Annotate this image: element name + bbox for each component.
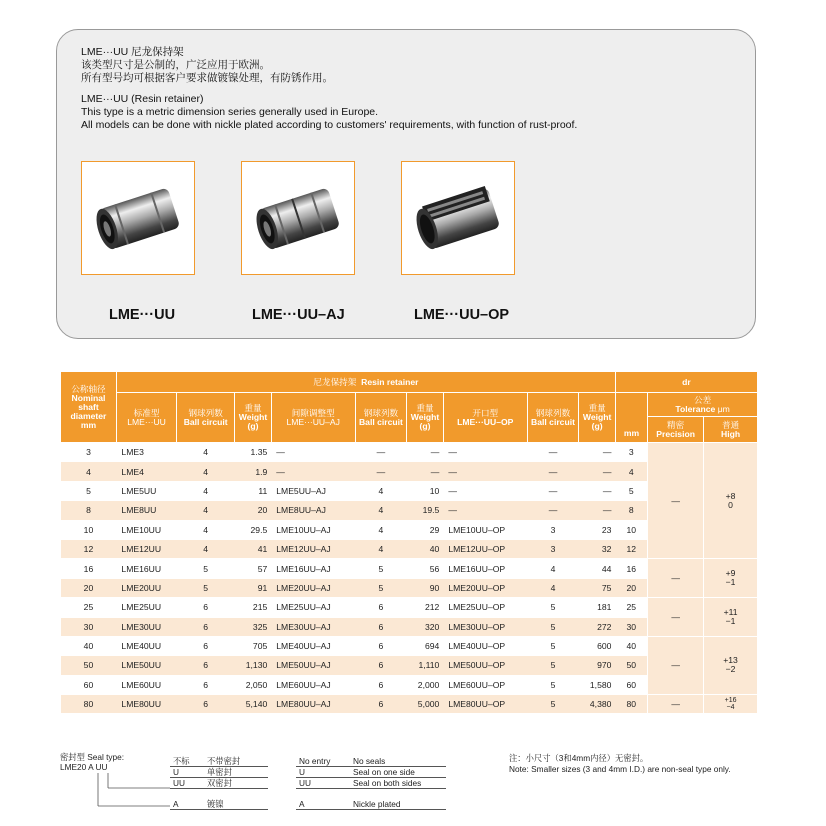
- cell-b2: 6: [355, 656, 407, 675]
- cell-w1: 5,140: [235, 695, 272, 714]
- intro-text: [81, 46, 577, 132]
- cell-high-tolerance: +8 0: [704, 443, 758, 559]
- header-standard-type: 标准型 LME···UU: [116, 393, 176, 443]
- cell-aj: LME16UU–AJ: [271, 559, 355, 578]
- table-row: [61, 636, 758, 655]
- cell-w1: 325: [235, 617, 272, 636]
- seal-type-legend: [60, 752, 460, 822]
- cell-op: —: [443, 443, 527, 462]
- cell-d: 10: [61, 520, 117, 539]
- cell-w1: 57: [235, 559, 272, 578]
- cell-dr: 10: [615, 520, 647, 539]
- cell-b2: —: [355, 443, 407, 462]
- cell-precision: —: [648, 559, 704, 598]
- intro-zh-line2: 所有型号均可根据客户要求做镀镍处理，有防锈作用。: [81, 72, 333, 84]
- intro-en-line1: This type is a metric dimension series generally used in Europe.: [81, 106, 379, 118]
- cell-dr: 4: [615, 462, 647, 481]
- cell-b3: 5: [527, 617, 579, 636]
- cell-b3: 5: [527, 598, 579, 617]
- cell-b3: —: [527, 462, 579, 481]
- cell-w2: 10: [407, 481, 444, 500]
- cell-b2: 5: [355, 578, 407, 597]
- cell-b2: 4: [355, 481, 407, 500]
- header-ball-circuit-1: 钢球列数 Ball circuit: [177, 393, 235, 443]
- cell-b2: 4: [355, 501, 407, 520]
- cell-aj: LME12UU–AJ: [271, 539, 355, 558]
- cell-b3: —: [527, 481, 579, 500]
- cell-w2: 320: [407, 617, 444, 636]
- cell-std: LME8UU: [116, 501, 176, 520]
- cell-b1: 4: [177, 443, 235, 462]
- intro-box: [56, 29, 756, 339]
- cell-op: LME16UU–OP: [443, 559, 527, 578]
- cell-precision: —: [648, 598, 704, 637]
- cell-w1: 11: [235, 481, 272, 500]
- header-dr: dr: [615, 372, 757, 393]
- header-shaft-diameter: 公称轴径 Nominal shaft diameter mm: [61, 372, 117, 443]
- cell-op: LME12UU–OP: [443, 539, 527, 558]
- cell-b2: 6: [355, 695, 407, 714]
- cell-dr: 80: [615, 695, 647, 714]
- intro-en-title: LME···UU (Resin retainer): [81, 93, 204, 105]
- cell-b1: 6: [177, 636, 235, 655]
- cell-w3: 32: [579, 539, 616, 558]
- cell-w1: 2,050: [235, 675, 272, 694]
- cell-w3: —: [579, 501, 616, 520]
- cell-std: LME50UU: [116, 656, 176, 675]
- cell-d: 25: [61, 598, 117, 617]
- model-caption-op: LME···UU–OP: [414, 307, 510, 323]
- cell-std: LME60UU: [116, 675, 176, 694]
- cell-high-tolerance: +9 −1: [704, 559, 758, 598]
- cell-dr: 8: [615, 501, 647, 520]
- model-caption-aj: LME···UU–AJ: [252, 307, 345, 323]
- cell-w3: —: [579, 443, 616, 462]
- seal-table-en: No entry No seals U Seal on one side UU Seal on both sides A Nickle plated: [296, 756, 446, 810]
- cell-d: 8: [61, 501, 117, 520]
- closed-linear-bearing-photo: [81, 161, 195, 275]
- cell-w1: 1.9: [235, 462, 272, 481]
- seal-connector-lines: [60, 752, 180, 822]
- cell-d: 50: [61, 656, 117, 675]
- model-caption-uu: LME···UU: [109, 307, 176, 323]
- cell-b3: 3: [527, 520, 579, 539]
- cell-b2: 6: [355, 675, 407, 694]
- cell-d: 16: [61, 559, 117, 578]
- cell-w2: 5,000: [407, 695, 444, 714]
- intro-zh-line1: 该类型尺寸是公制的，广泛应用于欧洲。: [81, 59, 270, 71]
- cell-w1: 1.35: [235, 443, 272, 462]
- cell-aj: LME8UU–AJ: [271, 501, 355, 520]
- cell-aj: LME5UU–AJ: [271, 481, 355, 500]
- cell-w1: 1,130: [235, 656, 272, 675]
- cell-std: LME80UU: [116, 695, 176, 714]
- cell-w1: 91: [235, 578, 272, 597]
- seal-table-zh: 不标 不带密封 U 单密封 UU 双密封 A 镀镍: [170, 756, 268, 810]
- intro-en-line2: All models can be done with nickle plated according to customers' requirements, with function of rust-proof.: [81, 119, 578, 131]
- cell-d: 12: [61, 539, 117, 558]
- header-tolerance: 公差 Tolerance μm: [648, 393, 758, 417]
- cell-w2: 29: [407, 520, 444, 539]
- seal-example-a: A: [88, 762, 94, 772]
- intro-zh-title: LME···UU 尼龙保持架: [81, 46, 184, 58]
- cell-b2: 5: [355, 559, 407, 578]
- cell-dr: 40: [615, 636, 647, 655]
- header-resin-retainer: 尼龙保持架 Resin retainer: [116, 372, 615, 393]
- cell-high-tolerance: +13 −2: [704, 636, 758, 694]
- cell-w1: 705: [235, 636, 272, 655]
- cell-b3: —: [527, 501, 579, 520]
- cell-op: LME80UU–OP: [443, 695, 527, 714]
- cell-b1: 5: [177, 578, 235, 597]
- cell-b2: —: [355, 462, 407, 481]
- footnote: [509, 753, 731, 775]
- cell-w3: 44: [579, 559, 616, 578]
- cell-op: —: [443, 481, 527, 500]
- cell-b3: 4: [527, 578, 579, 597]
- cell-op: LME20UU–OP: [443, 578, 527, 597]
- header-precision: 精密 Precision: [648, 417, 704, 443]
- cell-b3: 5: [527, 695, 579, 714]
- cell-b1: 6: [177, 617, 235, 636]
- cell-w3: 970: [579, 656, 616, 675]
- cell-b1: 6: [177, 598, 235, 617]
- table-row: [61, 443, 758, 462]
- header-ball-circuit-3: 钢球列数 Ball circuit: [527, 393, 579, 443]
- cell-w2: 40: [407, 539, 444, 558]
- cell-w2: 212: [407, 598, 444, 617]
- seal-type-label: 密封型 Seal type:: [60, 752, 125, 762]
- header-weight-3: 重量 Weight (g): [579, 393, 616, 443]
- table-row: [61, 695, 758, 714]
- cell-precision: —: [648, 443, 704, 559]
- cell-d: 30: [61, 617, 117, 636]
- header-op-type: 开口型 LME···UU–OP: [443, 393, 527, 443]
- cell-dr: 60: [615, 675, 647, 694]
- cell-std: LME30UU: [116, 617, 176, 636]
- cell-std: LME10UU: [116, 520, 176, 539]
- cell-aj: LME10UU–AJ: [271, 520, 355, 539]
- cell-b1: 4: [177, 520, 235, 539]
- header-high: 普通 High: [704, 417, 758, 443]
- cell-b3: 5: [527, 636, 579, 655]
- cell-d: 4: [61, 462, 117, 481]
- cell-d: 3: [61, 443, 117, 462]
- cell-b3: 5: [527, 675, 579, 694]
- cell-aj: LME60UU–AJ: [271, 675, 355, 694]
- cell-aj: LME80UU–AJ: [271, 695, 355, 714]
- cell-std: LME3: [116, 443, 176, 462]
- cell-precision: —: [648, 695, 704, 714]
- cell-b1: 6: [177, 675, 235, 694]
- cell-w2: 90: [407, 578, 444, 597]
- cell-w1: 20: [235, 501, 272, 520]
- cell-w2: 19.5: [407, 501, 444, 520]
- cell-w2: —: [407, 462, 444, 481]
- cell-w1: 41: [235, 539, 272, 558]
- cell-w2: —: [407, 443, 444, 462]
- cell-std: LME5UU: [116, 481, 176, 500]
- cell-aj: LME20UU–AJ: [271, 578, 355, 597]
- cell-w2: 2,000: [407, 675, 444, 694]
- header-ball-circuit-2: 钢球列数 Ball circuit: [355, 393, 407, 443]
- cell-dr: 25: [615, 598, 647, 617]
- cell-w2: 56: [407, 559, 444, 578]
- cell-std: LME12UU: [116, 539, 176, 558]
- cell-b1: 4: [177, 501, 235, 520]
- cell-w1: 29.5: [235, 520, 272, 539]
- cell-op: LME40UU–OP: [443, 636, 527, 655]
- cell-dr: 3: [615, 443, 647, 462]
- cell-b3: 5: [527, 656, 579, 675]
- cell-op: LME50UU–OP: [443, 656, 527, 675]
- cell-w2: 694: [407, 636, 444, 655]
- cell-b2: 6: [355, 617, 407, 636]
- cell-op: —: [443, 462, 527, 481]
- cell-d: 40: [61, 636, 117, 655]
- cell-d: 5: [61, 481, 117, 500]
- cell-d: 80: [61, 695, 117, 714]
- spec-table: [60, 371, 758, 714]
- cell-d: 20: [61, 578, 117, 597]
- table-row: [61, 598, 758, 617]
- cell-b3: 3: [527, 539, 579, 558]
- cell-op: —: [443, 501, 527, 520]
- cell-w3: 23: [579, 520, 616, 539]
- cell-op: LME10UU–OP: [443, 520, 527, 539]
- adjustable-linear-bearing-photo: [241, 161, 355, 275]
- cell-w3: 272: [579, 617, 616, 636]
- cell-aj: LME40UU–AJ: [271, 636, 355, 655]
- header-weight-1: 重量 Weight (g): [235, 393, 272, 443]
- header-weight-2: 重量 Weight (g): [407, 393, 444, 443]
- table-row: [61, 559, 758, 578]
- cell-w3: 181: [579, 598, 616, 617]
- footnote-en: Note: Smaller sizes (3 and 4mm I.D.) are non-seal type only.: [509, 764, 731, 774]
- cell-std: LME25UU: [116, 598, 176, 617]
- cell-b1: 6: [177, 656, 235, 675]
- cell-w3: —: [579, 481, 616, 500]
- cell-op: LME30UU–OP: [443, 617, 527, 636]
- cell-precision: —: [648, 636, 704, 694]
- cell-std: LME16UU: [116, 559, 176, 578]
- seal-example-uu: UU: [95, 762, 108, 772]
- open-linear-bearing-photo: [401, 161, 515, 275]
- cell-b2: 4: [355, 520, 407, 539]
- cell-aj: LME25UU–AJ: [271, 598, 355, 617]
- cell-w3: 75: [579, 578, 616, 597]
- seal-example-code: LME20 A UU: [60, 762, 108, 772]
- cell-b2: 4: [355, 539, 407, 558]
- cell-high-tolerance: +11 −1: [704, 598, 758, 637]
- cell-op: LME25UU–OP: [443, 598, 527, 617]
- cell-b1: 6: [177, 695, 235, 714]
- cell-aj: LME30UU–AJ: [271, 617, 355, 636]
- cell-dr: 12: [615, 539, 647, 558]
- cell-b2: 6: [355, 636, 407, 655]
- header-mm: mm: [615, 393, 647, 443]
- cell-w1: 215: [235, 598, 272, 617]
- cell-b3: —: [527, 443, 579, 462]
- cell-b1: 4: [177, 539, 235, 558]
- cell-w3: 600: [579, 636, 616, 655]
- cell-dr: 50: [615, 656, 647, 675]
- cell-w2: 1,110: [407, 656, 444, 675]
- cell-dr: 30: [615, 617, 647, 636]
- cell-b2: 6: [355, 598, 407, 617]
- cell-dr: 20: [615, 578, 647, 597]
- cell-w3: —: [579, 462, 616, 481]
- cell-std: LME40UU: [116, 636, 176, 655]
- cell-high-tolerance: +16 −4: [704, 695, 758, 714]
- cell-aj: —: [271, 443, 355, 462]
- cell-w3: 1,580: [579, 675, 616, 694]
- cell-op: LME60UU–OP: [443, 675, 527, 694]
- cell-b1: 4: [177, 462, 235, 481]
- cell-d: 60: [61, 675, 117, 694]
- cell-b1: 4: [177, 481, 235, 500]
- cell-b1: 5: [177, 559, 235, 578]
- cell-aj: LME50UU–AJ: [271, 656, 355, 675]
- cell-std: LME4: [116, 462, 176, 481]
- cell-w3: 4,380: [579, 695, 616, 714]
- cell-std: LME20UU: [116, 578, 176, 597]
- cell-b3: 4: [527, 559, 579, 578]
- cell-dr: 5: [615, 481, 647, 500]
- header-aj-type: 间隙调整型 LME···UU–AJ: [271, 393, 355, 443]
- footnote-zh: 注：小尺寸（3和4mm内径）无密封。: [509, 753, 649, 763]
- cell-dr: 16: [615, 559, 647, 578]
- cell-aj: —: [271, 462, 355, 481]
